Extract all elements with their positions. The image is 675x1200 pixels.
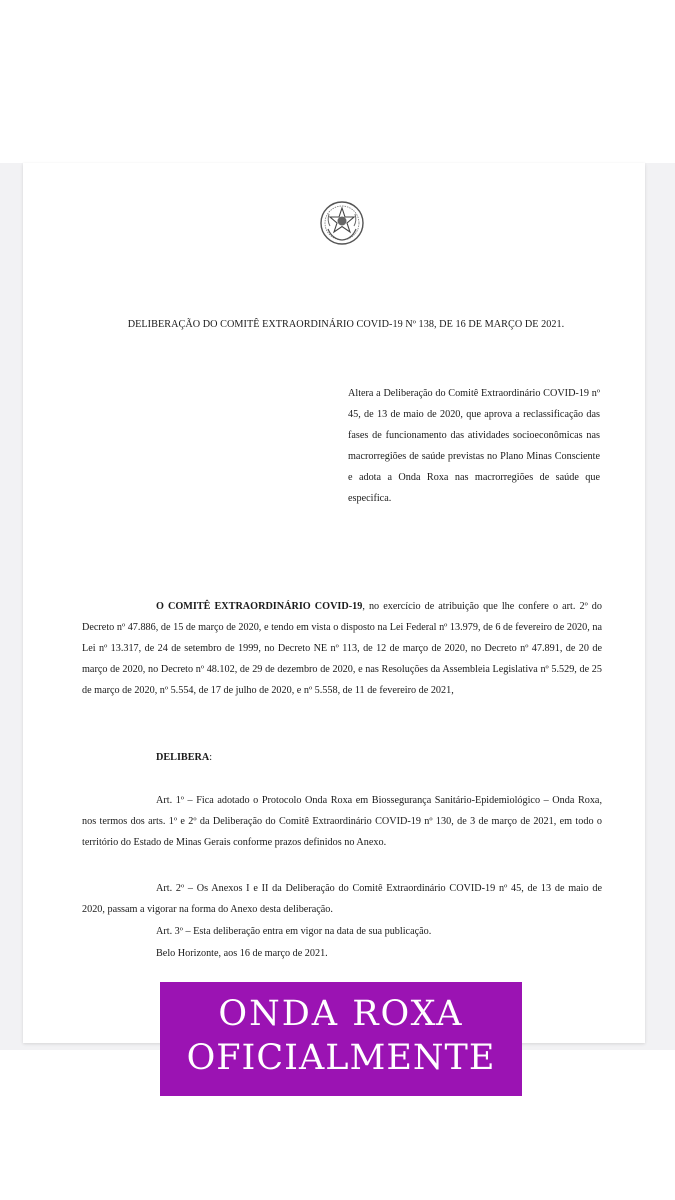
delibera-heading: [156, 747, 212, 768]
article-3: Art. 3º – Esta deliberação entra em vigor na data de sua publicação.: [156, 926, 432, 937]
coat-of-arms-icon: [318, 199, 366, 247]
delibera-label: DELIBERA: [156, 752, 210, 763]
preamble-body: , no exercício de atribuição que lhe confere o art. 2º do Decreto nº 47.886, de 15 de março de 2020, e tendo em vista o disposto na Lei Federal nº 13.979, de 6 de fevereiro de 2020, na Lei nº 13.317, de 24 de setembro de 1999, no Decreto NE nº 113, de 12 de março de 2020, no Decreto nº 47.891, de 20 de março de 2020, no Decreto nº 48.102, de 29 de dezembro de 2020, e nas Resoluções da Assembleia Legislativa nº 5.529, de 25 de março de 2020, nº 5.554, de 17 de julho de 2020, e nº 5.558, de 11 de fevereiro de 2021,: [82, 601, 602, 696]
banner-line-2: OFICIALMENTE: [186, 1038, 496, 1078]
article-2: Art. 2º – Os Anexos I e II da Deliberação do Comitê Extraordinário COVID-19 nº 45, de 13 de maio de 2020, passam a vigorar na forma do Anexo desta deliberação.: [82, 883, 602, 915]
article-1: Art. 1º – Fica adotado o Protocolo Onda Roxa em Biossegurança Sanitário-Epidemiológico – Onda Roxa, nos termos dos arts. 1º e 2º da Deliberação do Comitê Extraordinário COVID-19 nº 130, de 3 de março de 2021, em todo o território do Estado de Minas Gerais conforme prazos definidos no Anexo.: [82, 795, 602, 848]
preamble-subject: O COMITÊ EXTRAORDINÁRIO COVID-19: [156, 601, 363, 612]
document-title: DELIBERAÇÃO DO COMITÊ EXTRAORDINÁRIO COVID-19 Nº 138, DE 16 DE MARÇO DE 2021.: [127, 319, 565, 330]
onda-roxa-banner: [160, 982, 522, 1096]
document-ementa: Altera a Deliberação do Comitê Extraordinário COVID-19 nº 45, de 13 de maio de 2020, que aprova a reclassificação das fases de funcionamento das atividades socioeconômicas nas macrorregiões de saúde previstas no Plano Minas Consciente e adota a Onda Roxa nas macrorregiões de saúde que especifica.: [348, 388, 600, 504]
document-preamble: [82, 596, 602, 701]
document-signature-line: Belo Horizonte, aos 16 de março de 2021.: [156, 948, 328, 959]
delibera-colon: :: [209, 752, 213, 763]
banner-line-1: ONDA ROXA: [218, 994, 464, 1034]
